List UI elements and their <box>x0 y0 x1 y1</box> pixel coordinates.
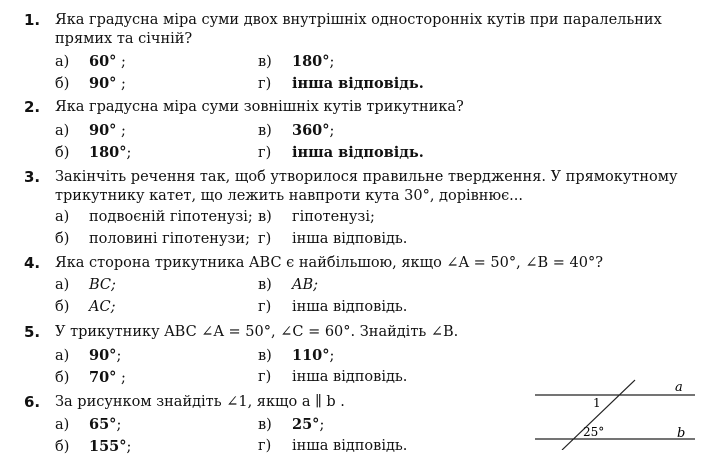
question-text: Яка градусна міра суми двох внутрішніх односторонніх кутів при паралельних прямих та січній? <box>55 12 662 47</box>
line-a-label: a <box>675 380 683 395</box>
question-text: Яка градусна міра суми зовнішніх кутів трикутника? <box>55 99 464 115</box>
option-a[interactable]: а) подвоєній гіпотенузі; <box>55 209 253 225</box>
option-a[interactable]: а) 65°; <box>55 416 122 433</box>
angle-given-label: 25° <box>583 425 605 439</box>
option-g[interactable]: г) інша відповідь. <box>258 144 424 161</box>
line-b-label: b <box>677 426 686 441</box>
option-v[interactable]: в) 25°; <box>258 416 325 433</box>
question-text: Закінчіть речення так, щоб утворилося правильне твердження. У прямокутному трикутнику катет, що лежить навпроти кута 30°, дорівнює... <box>55 169 678 204</box>
option-b[interactable]: б) 180°; <box>55 144 132 161</box>
option-v[interactable]: в) 360°; <box>258 122 335 139</box>
option-a[interactable]: а) 90°; <box>55 347 122 364</box>
question-number: 3. <box>24 168 41 186</box>
option-a[interactable]: а) BC; <box>55 277 116 293</box>
question-text: У трикутнику ABC ∠A = 50°, ∠C = 60°. Знайдіть ∠B. <box>55 324 459 340</box>
option-v[interactable]: в) гіпотенузі; <box>258 209 375 225</box>
question-number: 6. <box>24 393 41 411</box>
question-number: 5. <box>24 323 41 341</box>
option-b[interactable]: б) AC; <box>55 299 116 315</box>
question-text: За рисунком знайдіть ∠1, якщо a ∥ b . <box>55 394 345 410</box>
question-number: 2. <box>24 98 41 116</box>
question-number: 4. <box>24 254 41 272</box>
option-g[interactable]: г) інша відповідь. <box>258 369 408 385</box>
option-g[interactable]: г) інша відповідь. <box>258 299 408 315</box>
option-g[interactable]: г) інша відповідь. <box>258 438 408 454</box>
option-b[interactable]: б) 155°; <box>55 438 132 455</box>
option-b[interactable]: б) 90° ; <box>55 75 126 92</box>
option-a[interactable]: а) 90° ; <box>55 122 126 139</box>
option-b[interactable]: б) 70° ; <box>55 369 126 386</box>
option-v[interactable]: в) 110°; <box>258 347 335 364</box>
angle-1-label: 1 <box>593 396 601 410</box>
question-text: Яка сторона трикутника ABC є найбільшою, якщо ∠A = 50°, ∠B = 40°? <box>55 255 603 271</box>
question-number: 1. <box>24 11 41 29</box>
parallel-lines-figure <box>525 375 700 450</box>
option-v[interactable]: в) AB; <box>258 277 319 293</box>
option-b[interactable]: б) половині гіпотенузи; <box>55 231 250 247</box>
option-v[interactable]: в) 180°; <box>258 53 335 70</box>
option-a[interactable]: а) 60° ; <box>55 53 126 70</box>
option-g[interactable]: г) інша відповідь. <box>258 231 408 247</box>
option-g[interactable]: г) інша відповідь. <box>258 75 424 92</box>
